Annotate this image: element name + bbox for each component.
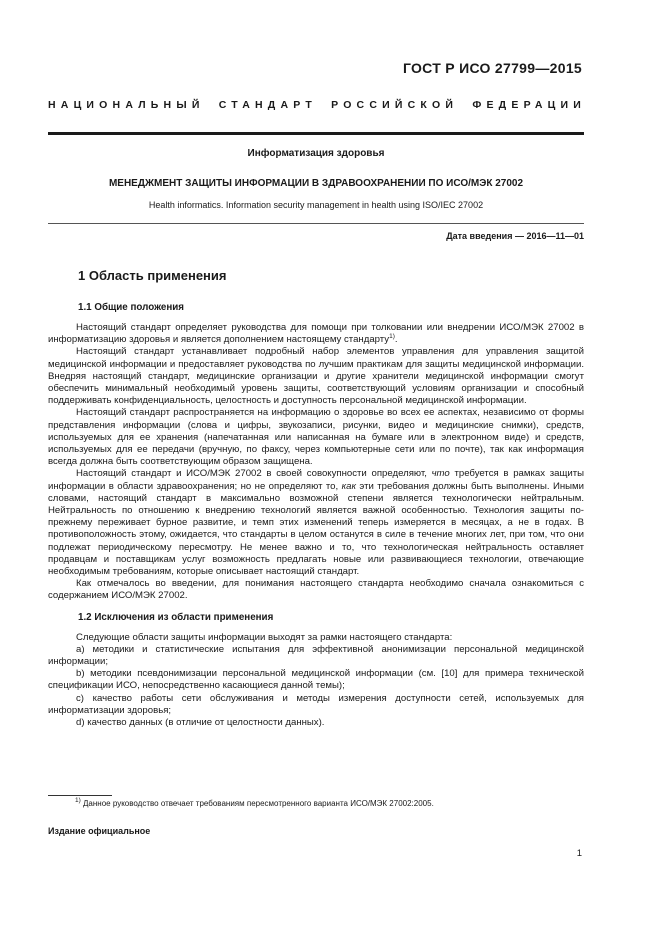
paragraph-3: Настоящий стандарт распространяется на информацию о здоровье во всех ее аспектах, независимо от формы представления информации (слова и цифры, звукозаписи, рисунки, видео и медицинские снимки), средств, используемых для ее хранения (напечатанная или написанная на бумаге или в электронном виде) и средств, используемых для ее передачи (вручную, по факсу, через компьютерные сети или по почте), так как информация всегда должна быть соответствующим образом защищена. [48, 407, 584, 468]
exclusion-item-d: d) качество данных (в отличие от целостности данных). [76, 717, 325, 729]
page-number: 1 [576, 848, 582, 859]
paragraph-1-text: Настоящий стандарт определяет руководства для помощи при толковании или внедрении ИСО/МЭК 27002 в информатизацию здоровья и является дополнением настоящему стандарту [48, 322, 584, 346]
paragraph-4-part-c: эти требования должны быть выполнены. Иными словами, настоящий стандарт в максимально возможной степени является технологически нейтральным. Нейтральность по отношению к внедрению технологий является важной особенностью. Технология защиты по-прежнему переживает бурное развитие, и темп этих изменений теперь измеряется в месяцах, а не в годах. В противоположность этому, ожидается, что стандарты в целом останутся в силе в течение многих лет, при том, что они подлежат периодическому пересмотру. Не менее важно и то, что технологическая нейтральность оставляет продавцам и поставщикам услуг возможность предлагать новые или развивающиеся технологии, отвечающие необходимым требованиям, которые описывает настоящий стандарт. [48, 480, 584, 578]
standard-code: ГОСТ Р ИСО 27799—2015 [402, 60, 582, 76]
section-1-1-heading: 1.1 Общие положения [78, 302, 185, 313]
section-1-2-heading: 1.2 Исключения из области применения [78, 611, 274, 623]
introduction-date: Дата введения — 2016—11—01 [446, 231, 584, 241]
main-content [48, 268, 584, 729]
paragraph-5: Как отмечалось во введении, для понимания настоящего стандарта необходимо сначала ознакомиться с содержанием ИСО/МЭК 27002. [48, 578, 584, 602]
document-title: МЕНЕДЖМЕНТ ЗАЩИТЫ ИНФОРМАЦИИ В ЗДРАВООХРАНЕНИИ ПО ИСО/МЭК 27002 [108, 178, 524, 189]
paragraph-2: Настоящий стандарт устанавливает подробный набор элементов управления для управления защитой медицинской информации и предоставляет руководства по лучшим практикам для защиты медицинской информации. Внедряя настоящий стандарт, медицинские организации и другие хранители медицинской информации смогут обеспечить минимальный необходимый уровень защиты, соответствующий условиям организации и способный поддерживать конфиденциальность, целостность и доступность персональной медицинской информации. [48, 346, 584, 407]
section-1-heading: 1 Область применения [78, 268, 227, 283]
paragraph-4 [48, 468, 584, 578]
footnote-text: Данное руководство отвечает требованиям пересмотренного варианта ИСО/МЭК 27002:2005. [83, 799, 434, 808]
footnote-rule [48, 795, 112, 796]
paragraph-1 [48, 322, 584, 346]
official-edition-label: Издание официальное [48, 826, 151, 836]
paragraph-1-end: . [394, 334, 398, 346]
subject-title: Информатизация здоровья [247, 148, 385, 159]
footnote [75, 799, 434, 808]
header-thick-rule [48, 132, 584, 135]
emphasis-what: что [431, 468, 450, 480]
emphasis-how: как [341, 480, 356, 492]
exclusion-item-b: b) методики псевдонимизации персональной медицинской информации (см. [10] для примера технической спецификации ИСО, непосредственно касающиеся данной темы); [48, 668, 584, 692]
title-thin-rule [48, 223, 584, 224]
paragraph-4-part-a: Настоящий стандарт и ИСО/МЭК 27002 в своей совокупности определяют, [76, 468, 432, 480]
national-standard-banner: НАЦИОНАЛЬНЫЙ СТАНДАРТ РОССИЙСКОЙ ФЕДЕРАЦИИ [48, 99, 586, 111]
footnote-ref: 1) [389, 333, 395, 341]
exclusion-item-c: c) качество работы сети обслуживания и методы измерения доступности сетей, используемых для информатизации здоровья; [48, 692, 584, 716]
exclusions-intro: Следующие области защиты информации выходят за рамки настоящего стандарта: [76, 631, 453, 643]
exclusion-item-a: a) методики и статистические испытания для эффективной анонимизации персональной медицинской информации; [48, 643, 584, 668]
english-title: Health informatics. Information security management in health using ISO/IEC 27002 [148, 200, 484, 210]
paragraph-4-part-b: требуется в рамках защиты информации в области здравоохранения; но не определяют то, [48, 468, 584, 492]
footnote-mark: 1) [75, 797, 81, 804]
